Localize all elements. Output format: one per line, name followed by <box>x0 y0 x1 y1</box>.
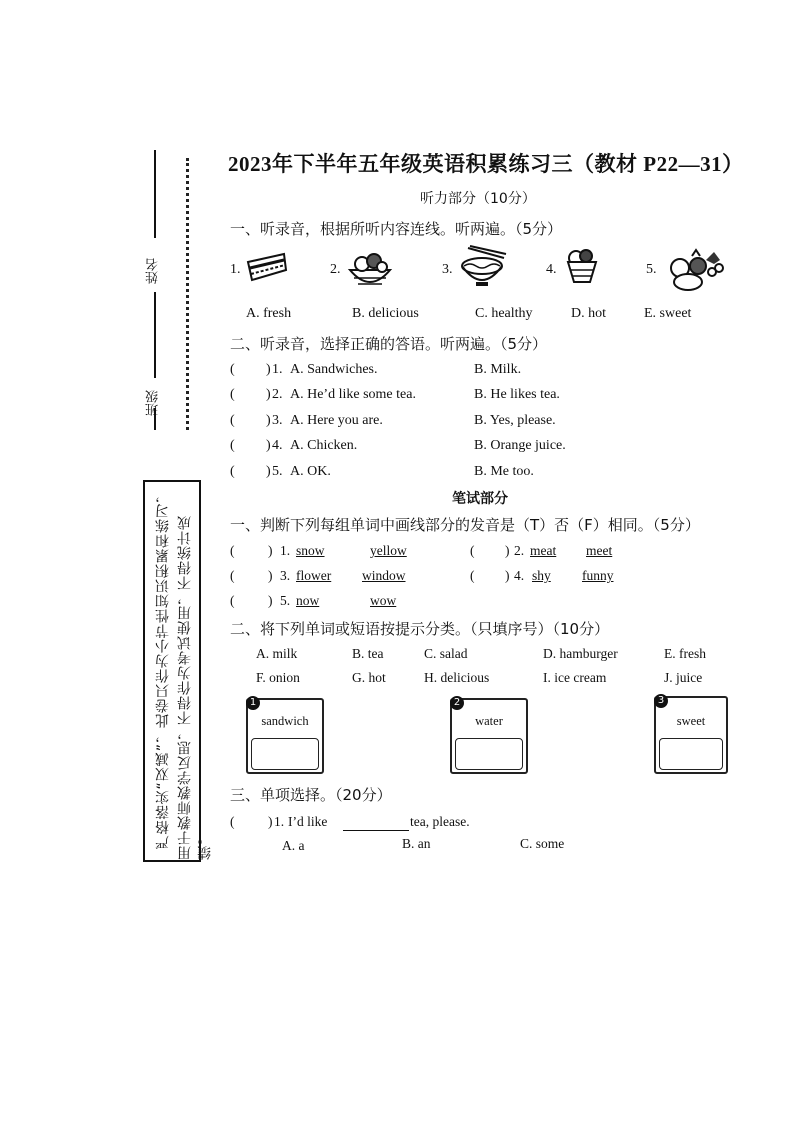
picture-number: 2. <box>330 262 341 277</box>
word-option: F. onion <box>256 670 300 685</box>
choice-b: B. an <box>402 836 431 851</box>
picture-number: 5. <box>646 262 657 277</box>
word-option: E. fresh <box>664 646 706 661</box>
listening-heading: 听力部分（10分） <box>420 191 536 207</box>
written-part2-title: 二、将下列单词或短语按提示分类。（只填序号）（10分） <box>230 620 610 638</box>
question-number: 2. <box>272 387 283 402</box>
option-fresh: A. fresh <box>246 306 292 321</box>
box-label: sandwich <box>261 714 309 728</box>
word-shy: shy <box>532 568 551 583</box>
picture-number: 4. <box>546 262 557 277</box>
written-part3-title: 三、单项选择。（20分） <box>230 786 392 804</box>
word-snow: snow <box>296 543 325 558</box>
question-number: 3. <box>280 568 291 583</box>
word-option: D. hamburger <box>543 646 618 661</box>
answer-area[interactable] <box>659 738 723 770</box>
answer-area[interactable] <box>455 738 523 770</box>
question-number: 3. <box>272 413 283 428</box>
option-healthy: C. healthy <box>475 306 533 321</box>
category-box-water <box>450 698 528 774</box>
dotted-cut-line <box>186 158 189 430</box>
answer-a: A. Sandwiches. <box>290 362 378 377</box>
category-box-sweet <box>654 696 728 774</box>
margin-line <box>154 150 156 238</box>
option-delicious: B. delicious <box>352 306 419 321</box>
question-number: 1. <box>274 814 285 829</box>
question-number: 1. <box>280 543 291 558</box>
question-stem-start: I’d like <box>288 814 328 829</box>
answer-b: B. He likes tea. <box>474 387 560 402</box>
word-option: J. juice <box>664 670 703 685</box>
picture-number: 1. <box>230 262 241 277</box>
box-label: sweet <box>676 714 706 728</box>
answer-a: A. Chicken. <box>290 438 358 453</box>
notice-box <box>143 480 213 862</box>
answer-a: A. He’d like some tea. <box>290 387 416 402</box>
margin-line <box>154 292 156 378</box>
option-sweet: E. sweet <box>644 306 692 321</box>
sandwich-icon <box>244 250 290 284</box>
word-meet: meet <box>586 543 613 558</box>
box-label: water <box>475 714 503 728</box>
box-number-badge: 1 <box>246 696 260 710</box>
option-hot: D. hot <box>571 306 606 321</box>
word-funny: funny <box>582 568 614 583</box>
word-option: B. tea <box>352 646 384 661</box>
question-number: 2. <box>514 543 525 558</box>
answer-b: B. Milk. <box>474 362 522 377</box>
written-heading: 笔试部分 <box>452 491 508 507</box>
page-title: 2023年下半年五年级英语积累练习三（教材 P22—31） <box>228 152 744 176</box>
written-part1-title: 一、判断下列每组单词中画线部分的发音是（T）否（F）相同。（5分） <box>230 516 700 534</box>
answer-a: A. OK. <box>290 464 331 479</box>
question-number: 5. <box>280 593 291 608</box>
box-number-badge: 2 <box>450 696 464 710</box>
word-option: G. hot <box>352 670 386 685</box>
picture-number: 3. <box>442 262 453 277</box>
word-option: A. milk <box>256 646 298 661</box>
name-label: 姓名 <box>146 258 161 284</box>
notice-line-2: 用于教师教学反思，不得作为考试使用，不得统计成绩。 <box>177 515 213 860</box>
choice-a: A. a <box>282 838 305 853</box>
word-window: window <box>362 568 406 583</box>
question-number: 4. <box>272 438 283 453</box>
question-number: 1. <box>272 362 283 377</box>
word-wow: wow <box>370 593 397 608</box>
word-meat: meat <box>530 543 557 558</box>
answer-blank[interactable] <box>343 814 409 831</box>
answer-b: B. Me too. <box>474 464 534 479</box>
class-label: 班级 <box>146 390 161 416</box>
listening-part1-title: 一、听录音，根据所听内容连线。听两遍。（5分） <box>230 220 563 238</box>
fruit-icon <box>662 246 726 294</box>
question-number: 4. <box>514 568 525 583</box>
noodles-icon <box>458 244 508 290</box>
listening-part2-title: 二、听录音，选择正确的答语。听两遍。（5分） <box>230 335 548 353</box>
word-option: C. salad <box>424 646 468 661</box>
answer-b: B. Orange juice. <box>474 438 566 453</box>
choice-c: C. some <box>520 836 565 851</box>
box-number-badge: 3 <box>654 694 668 708</box>
question-number: 5. <box>272 464 283 479</box>
word-now: now <box>296 593 320 608</box>
question-stem-end: tea, please. <box>410 814 470 829</box>
answer-area[interactable] <box>251 738 319 770</box>
word-option: I. ice cream <box>543 670 607 685</box>
word-option: H. delicious <box>424 670 490 685</box>
answer-a: A. Here you are. <box>290 413 383 428</box>
word-yellow: yellow <box>370 543 407 558</box>
ice-cream-icon <box>562 246 602 288</box>
answer-b: B. Yes, please. <box>474 413 556 428</box>
notice-line-1: 严格落实“双减”，此卷只作为小节性知识积累和练习， <box>155 488 171 850</box>
salad-icon <box>346 248 394 292</box>
word-flower: flower <box>296 568 332 583</box>
category-box-sandwich <box>246 698 324 774</box>
